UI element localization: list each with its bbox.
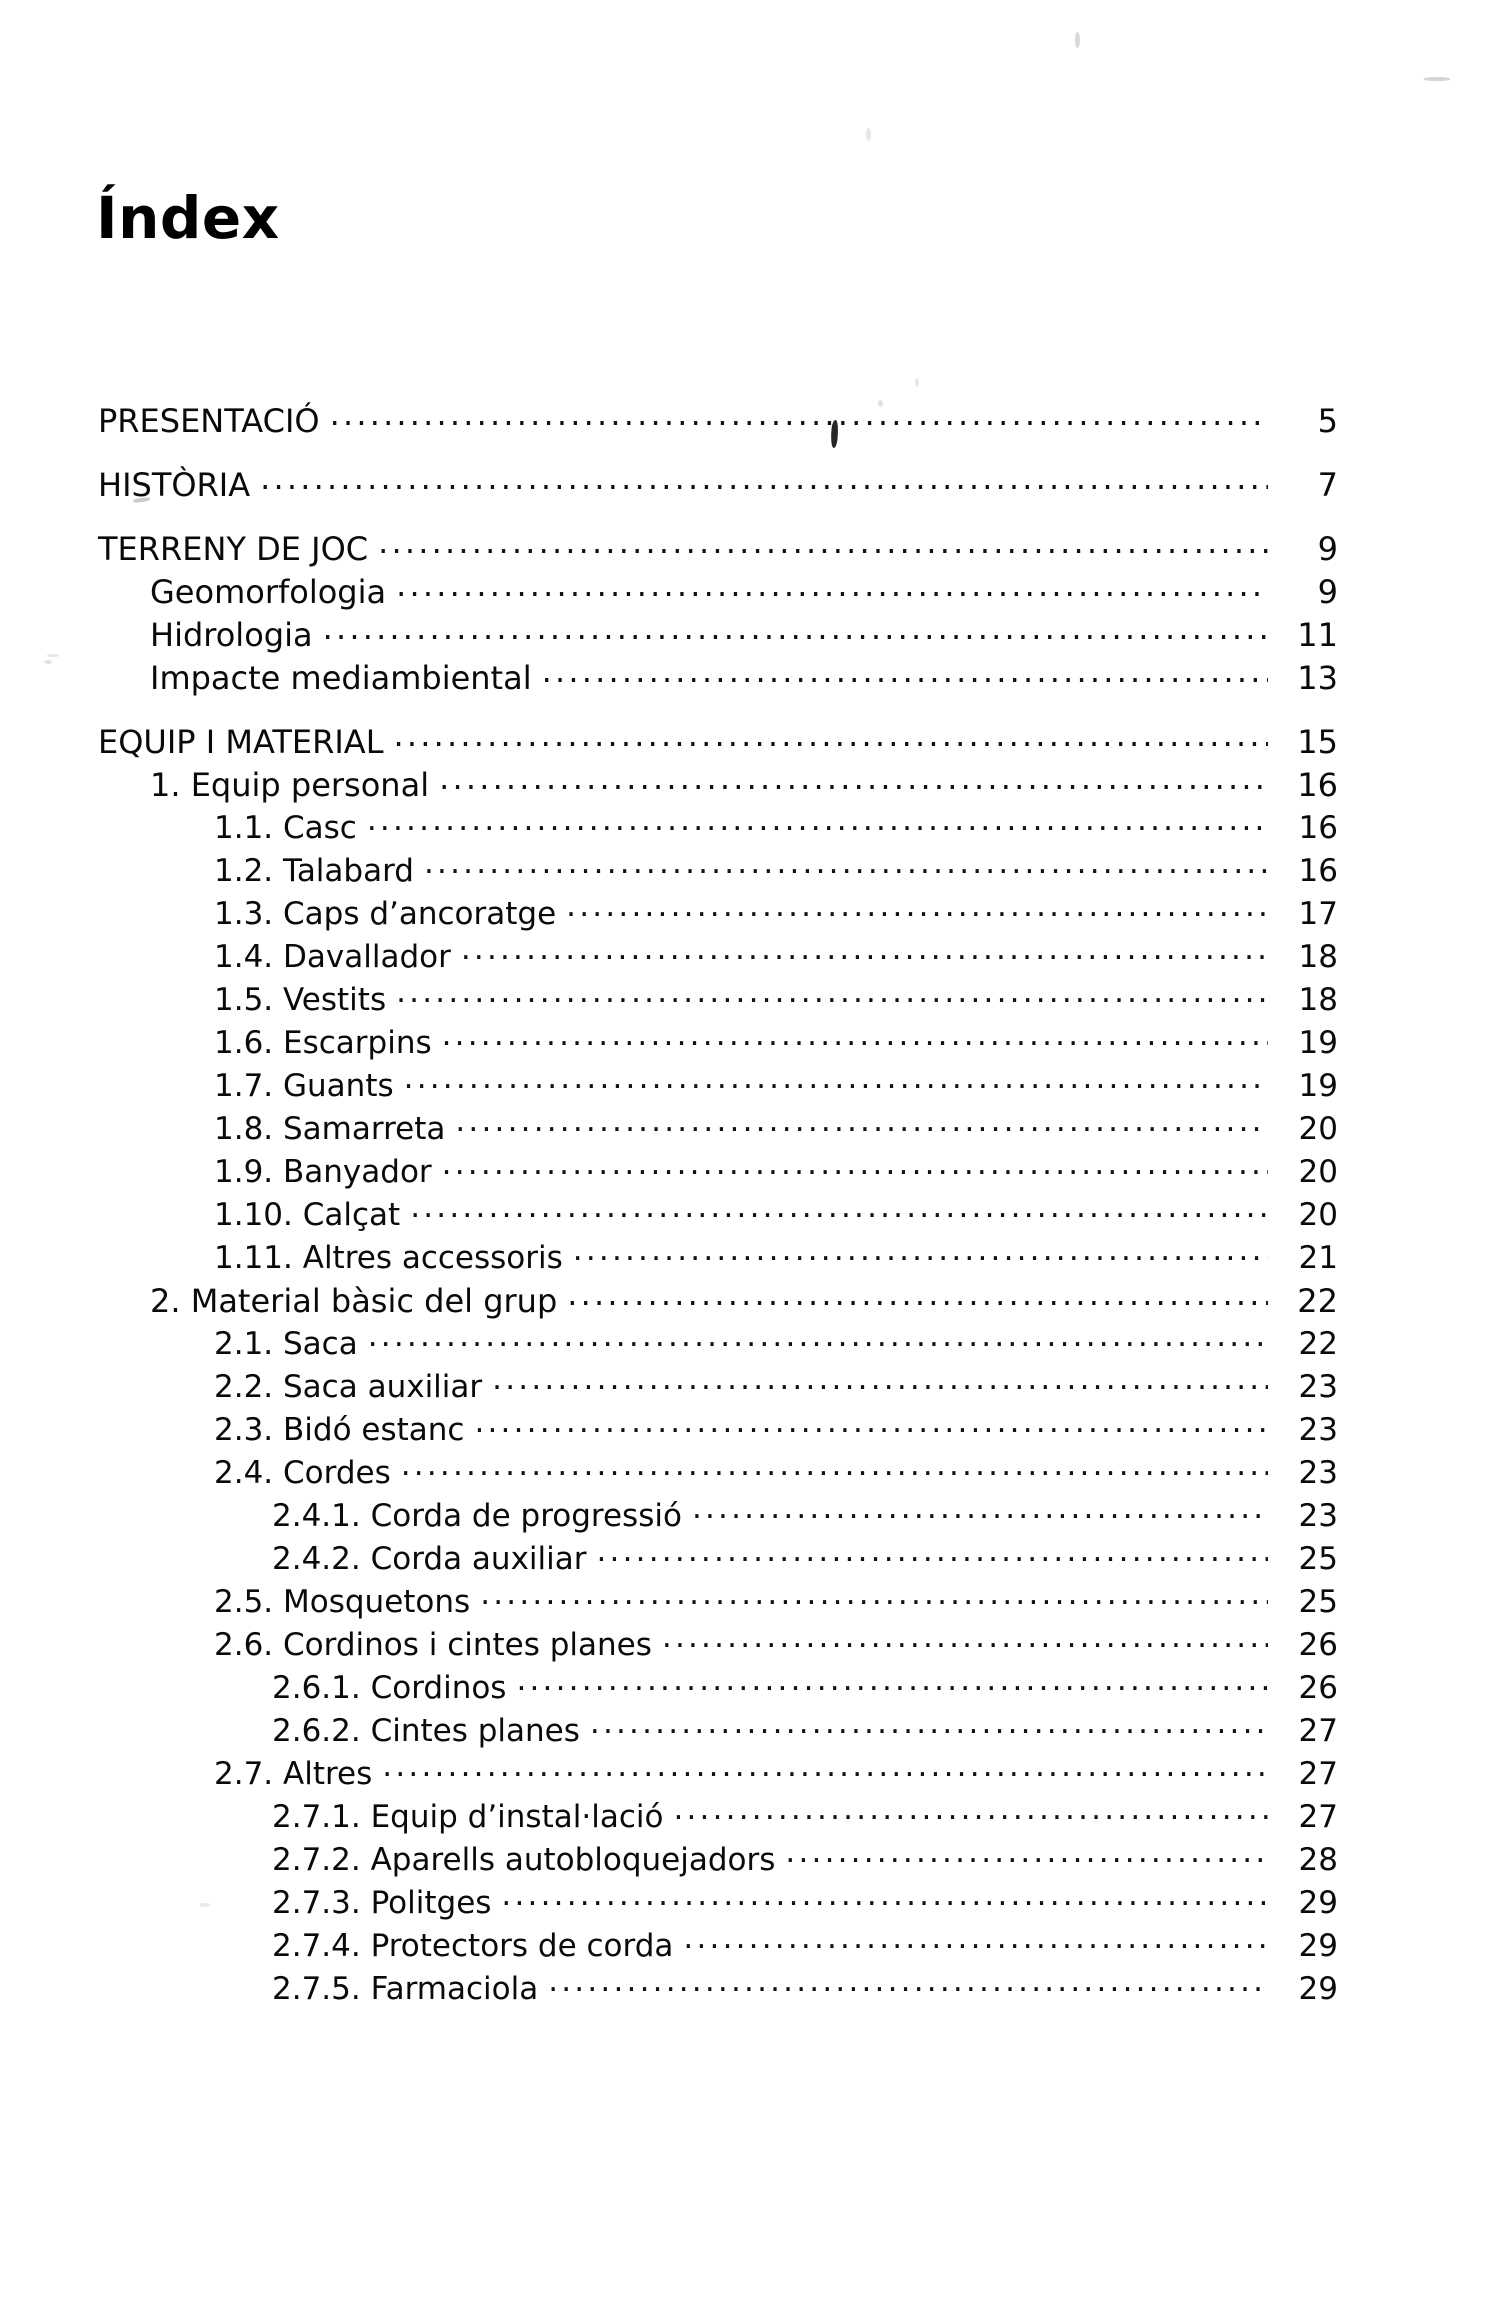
toc-entry-label: PRESENTACIÓ: [98, 402, 320, 440]
toc-entry-page-number: 17: [1298, 896, 1338, 932]
toc-dot-leader: [455, 1108, 1268, 1139]
toc-dot-leader: [501, 1882, 1268, 1913]
toc-entry[interactable]: [0, 1624, 1493, 1661]
toc-entry[interactable]: [0, 850, 1493, 887]
toc-entry-label: 2.1. Saca: [214, 1326, 358, 1362]
toc-entry-page-number: 28: [1298, 1842, 1338, 1878]
toc-entry[interactable]: [0, 764, 1493, 804]
toc-entry-label: 2.7.3. Politges: [272, 1885, 492, 1921]
toc-dot-leader: [566, 893, 1268, 924]
toc-dot-leader: [442, 1022, 1268, 1053]
toc-entry[interactable]: [0, 1710, 1493, 1747]
toc-dot-leader: [492, 1366, 1268, 1397]
toc-entry-label: 2.7.4. Protectors de corda: [272, 1928, 674, 1964]
toc-entry-page-number: 20: [1298, 1197, 1338, 1233]
toc-entry[interactable]: [0, 1151, 1493, 1188]
toc-dot-leader: [260, 464, 1268, 496]
toc-entry-label: 1.11. Altres accessoris: [214, 1240, 563, 1276]
toc-dot-leader: [567, 1280, 1268, 1312]
toc-dot-leader: [474, 1409, 1268, 1440]
toc-entry[interactable]: [0, 1796, 1493, 1833]
toc-entry-label: 2. Material bàsic del grup: [150, 1282, 558, 1320]
toc-entry-label: Geomorfologia: [150, 573, 387, 611]
toc-entry-label: 1.10. Calçat: [214, 1197, 401, 1233]
toc-entry[interactable]: [0, 1968, 1493, 2005]
toc-entry-label: 1.7. Guants: [214, 1068, 394, 1104]
toc-entry-label: 2.7.5. Farmaciola: [272, 1971, 539, 2007]
toc-dot-leader: [394, 721, 1268, 753]
toc-entry-label: 2.4.2. Corda auxiliar: [272, 1541, 587, 1577]
toc-dot-leader: [396, 571, 1268, 603]
toc-entry[interactable]: [0, 1022, 1493, 1059]
toc-entry-page-number: 19: [1298, 1068, 1338, 1104]
toc-entry[interactable]: [0, 400, 1493, 440]
toc-entry-label: HISTÒRIA: [98, 466, 251, 504]
toc-dot-leader: [382, 1753, 1268, 1784]
scan-artifact-speck: [866, 128, 871, 141]
toc-entry-label: Hidrologia: [150, 616, 313, 654]
toc-entry-page-number: 5: [1317, 402, 1338, 440]
toc-entry[interactable]: [0, 614, 1493, 654]
toc-entry-page-number: 16: [1298, 810, 1338, 846]
toc-entry-page-number: 22: [1298, 1326, 1338, 1362]
toc-entry-page-number: 29: [1298, 1885, 1338, 1921]
toc-entry[interactable]: [0, 571, 1493, 611]
toc-entry-label: 1.2. Talabard: [214, 853, 414, 889]
toc-dot-leader: [378, 528, 1268, 560]
toc-entry[interactable]: [0, 657, 1493, 697]
scan-artifact-speck: [1075, 32, 1080, 48]
toc-entry[interactable]: [0, 1194, 1493, 1231]
toc-entry-page-number: 23: [1298, 1455, 1338, 1491]
toc-entry[interactable]: [0, 1237, 1493, 1274]
toc-entry[interactable]: [0, 979, 1493, 1016]
toc-entry-page-number: 29: [1298, 1928, 1338, 1964]
toc-entry-page-number: 22: [1297, 1282, 1338, 1320]
toc-entry-page-number: 21: [1298, 1240, 1338, 1276]
toc-dot-leader: [516, 1667, 1268, 1698]
toc-entry-label: 2.6. Cordinos i cintes planes: [214, 1627, 652, 1663]
toc-entry[interactable]: [0, 893, 1493, 930]
toc-entry-label: 2.7.2. Aparells autobloquejadors: [272, 1842, 776, 1878]
toc-entry[interactable]: [0, 1108, 1493, 1145]
toc-entry-label: 1.9. Banyador: [214, 1154, 432, 1190]
toc-dot-leader: [367, 807, 1268, 838]
toc-entry[interactable]: [0, 1667, 1493, 1704]
toc-entry-page-number: 7: [1317, 466, 1338, 504]
toc-entry-label: Impacte mediambiental: [150, 659, 532, 697]
toc-entry[interactable]: [0, 1925, 1493, 1962]
toc-entry-page-number: 16: [1297, 766, 1338, 804]
toc-entry-label: 1.1. Casc: [214, 810, 357, 846]
toc-entry-page-number: 11: [1297, 616, 1338, 654]
toc-dot-leader: [548, 1968, 1268, 1999]
toc-entry-label: 1.5. Vestits: [214, 982, 387, 1018]
toc-dot-leader: [597, 1538, 1269, 1569]
toc-entry-label: TERRENY DE JOC: [98, 530, 369, 568]
toc-entry-label: 1. Equip personal: [150, 766, 430, 804]
page-title: Índex: [96, 183, 280, 252]
toc-entry-page-number: 26: [1298, 1670, 1338, 1706]
toc-entry-page-number: 20: [1298, 1154, 1338, 1190]
toc-dot-leader: [404, 1065, 1268, 1096]
toc-entry-label: 1.4. Davallador: [214, 939, 451, 975]
toc-entry[interactable]: [0, 464, 1493, 504]
toc-entry-page-number: 9: [1317, 573, 1338, 611]
toc-entry-label: 1.6. Escarpins: [214, 1025, 432, 1061]
toc-dot-leader: [785, 1839, 1268, 1870]
toc-dot-leader: [573, 1237, 1268, 1268]
toc-entry[interactable]: [0, 1366, 1493, 1403]
toc-entry-label: 2.5. Mosquetons: [214, 1584, 471, 1620]
toc-entry-label: 2.7.1. Equip d’instal·lació: [272, 1799, 664, 1835]
toc-entry-page-number: 18: [1298, 982, 1338, 1018]
toc-entry[interactable]: [0, 1065, 1493, 1102]
toc-dot-leader: [461, 936, 1268, 967]
toc-dot-leader: [410, 1194, 1268, 1225]
toc-dot-leader: [330, 400, 1268, 432]
toc-entry[interactable]: [0, 1323, 1493, 1360]
toc-entry[interactable]: [0, 1280, 1493, 1320]
toc-entry-label: EQUIP I MATERIAL: [98, 723, 384, 761]
table-of-contents: [0, 400, 1493, 2011]
toc-entry-label: 1.3. Caps d’ancoratge: [214, 896, 557, 932]
scan-artifact-speck: [915, 378, 919, 387]
toc-entry-page-number: 15: [1297, 723, 1338, 761]
toc-entry[interactable]: [0, 1882, 1493, 1919]
toc-entry-label: 2.3. Bidó estanc: [214, 1412, 465, 1448]
toc-entry-label: 1.8. Samarreta: [214, 1111, 446, 1147]
toc-entry-page-number: 19: [1298, 1025, 1338, 1061]
toc-dot-leader: [401, 1452, 1268, 1483]
toc-dot-leader: [424, 850, 1268, 881]
toc-entry-page-number: 20: [1298, 1111, 1338, 1147]
toc-entry[interactable]: [0, 1753, 1493, 1790]
toc-entry-page-number: 18: [1298, 939, 1338, 975]
toc-dot-leader: [683, 1925, 1268, 1956]
toc-entry-label: 2.6.2. Cintes planes: [272, 1713, 580, 1749]
toc-entry[interactable]: [0, 528, 1493, 568]
toc-dot-leader: [439, 764, 1268, 796]
toc-entry-page-number: 27: [1298, 1713, 1338, 1749]
toc-entry[interactable]: [0, 1538, 1493, 1575]
toc-entry-page-number: 23: [1298, 1369, 1338, 1405]
toc-entry-page-number: 23: [1298, 1412, 1338, 1448]
toc-entry[interactable]: [0, 1409, 1493, 1446]
toc-entry-page-number: 16: [1298, 853, 1338, 889]
toc-dot-leader: [480, 1581, 1268, 1612]
toc-entry[interactable]: [0, 1839, 1493, 1876]
toc-dot-leader: [692, 1495, 1268, 1526]
toc-dot-leader: [542, 657, 1268, 689]
toc-dot-leader: [368, 1323, 1268, 1354]
toc-entry[interactable]: [0, 1581, 1493, 1618]
toc-entry-page-number: 26: [1298, 1627, 1338, 1663]
toc-entry-label: 2.2. Saca auxiliar: [214, 1369, 483, 1405]
toc-entry-page-number: 23: [1298, 1498, 1338, 1534]
toc-entry-label: 2.4.1. Corda de progressió: [272, 1498, 682, 1534]
toc-entry-page-number: 25: [1298, 1541, 1338, 1577]
toc-entry-page-number: 27: [1298, 1799, 1338, 1835]
toc-entry-label: 2.7. Altres: [214, 1756, 373, 1792]
scan-artifact-speck: [1424, 77, 1450, 81]
toc-entry-label: 2.6.1. Cordinos: [272, 1670, 507, 1706]
toc-dot-leader: [442, 1151, 1268, 1182]
toc-entry-label: 2.4. Cordes: [214, 1455, 391, 1491]
toc-entry[interactable]: [0, 1495, 1493, 1532]
toc-entry[interactable]: [0, 807, 1493, 844]
toc-entry[interactable]: [0, 721, 1493, 761]
toc-entry-page-number: 27: [1298, 1756, 1338, 1792]
toc-entry-page-number: 25: [1298, 1584, 1338, 1620]
toc-entry-page-number: 29: [1298, 1971, 1338, 2007]
toc-dot-leader: [323, 614, 1268, 646]
toc-entry-page-number: 13: [1297, 659, 1338, 697]
toc-dot-leader: [590, 1710, 1268, 1741]
toc-entry[interactable]: [0, 936, 1493, 973]
toc-dot-leader: [673, 1796, 1268, 1827]
toc-entry[interactable]: [0, 1452, 1493, 1489]
toc-entry-page-number: 9: [1317, 530, 1338, 568]
toc-dot-leader: [396, 979, 1268, 1010]
toc-dot-leader: [662, 1624, 1268, 1655]
